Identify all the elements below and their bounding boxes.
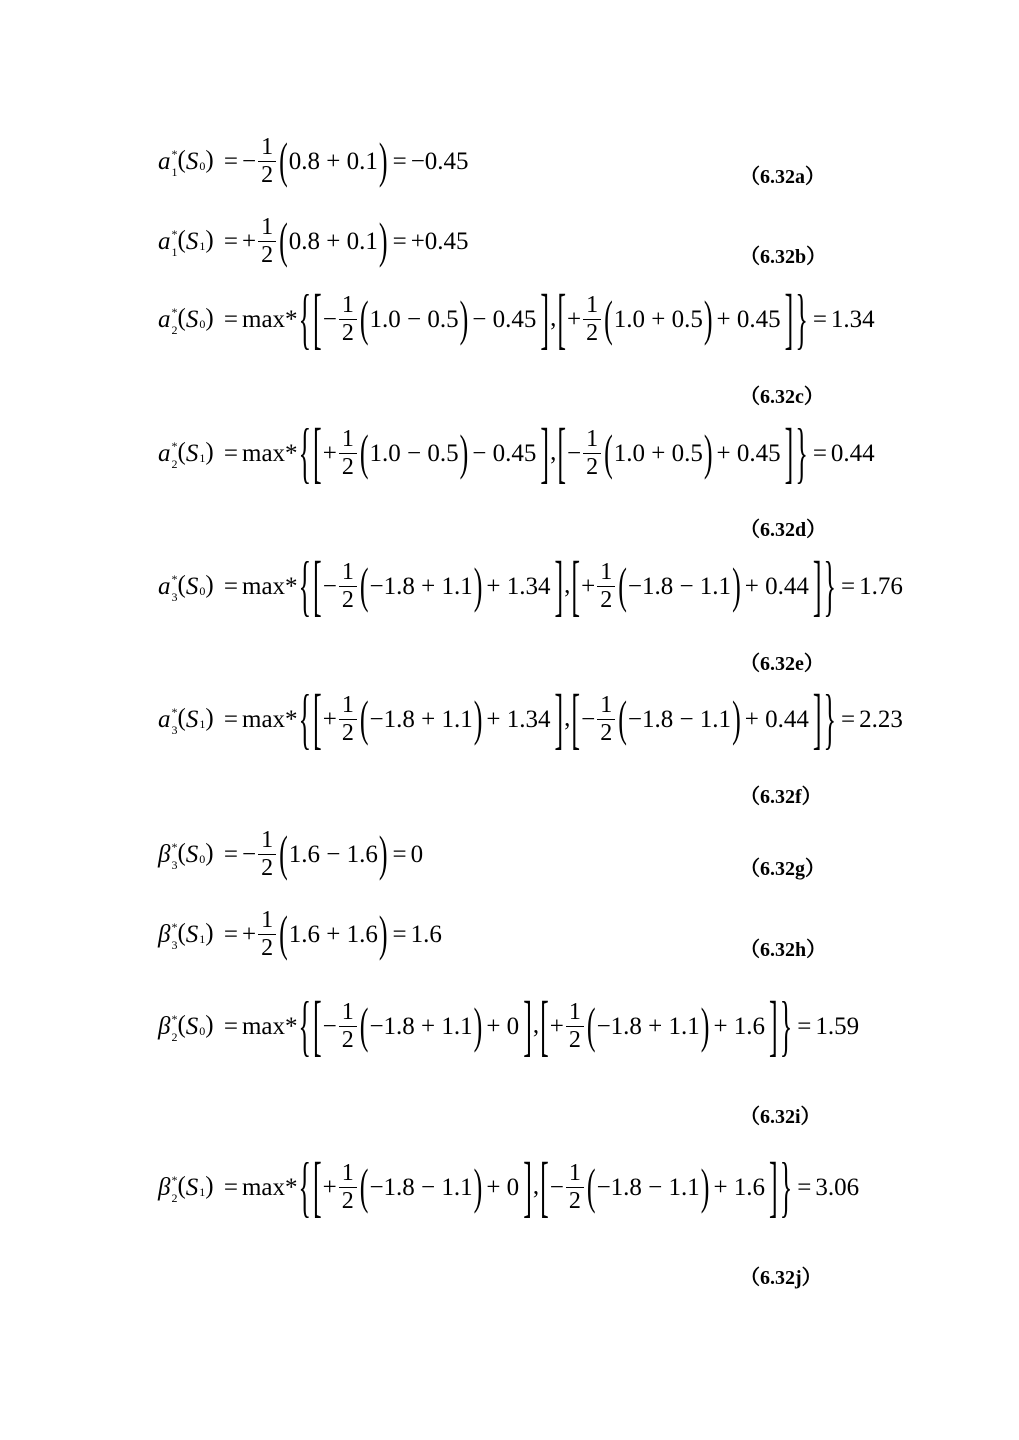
max-star-operator: max* xyxy=(241,1013,298,1041)
equation-label: （6.32a） xyxy=(740,166,825,188)
equation-6-32i: β * 2 (S 0 ) = max*{[− $\frac{1}{2}$ (−1.8 + 1.1) + 0 ],[+ $\frac{1}{2}$ (−1.8 + 1.1) + 1.6 ]} = 1.59 xyxy=(158,987,860,1064)
equation-label: （6.32d） xyxy=(740,519,827,541)
lhs-subscript: 1 xyxy=(171,164,178,179)
equation-label: （6.32b） xyxy=(740,246,827,268)
max-star-operator: max* xyxy=(242,440,298,468)
equation-6-32b: a * 1 (S 1 ) = + $\frac{1}{2}$ (0.8 + 0.1) = +0.45 xyxy=(158,213,469,269)
max-star-operator: max* xyxy=(242,306,298,334)
result-value: 0 xyxy=(410,841,424,869)
result-value: 2.23 xyxy=(859,706,903,734)
sign: + xyxy=(242,228,257,256)
lhs-subscript: 1 xyxy=(171,244,178,259)
max-star-operator: max* xyxy=(242,573,298,601)
max-star-operator: max* xyxy=(241,1174,298,1202)
equation-label: （6.32f） xyxy=(740,786,822,808)
equation-6-32f: a * 3 (S 1 ) = max*{[+ $\frac{1}{2}$ (−1.8 + 1.1) + 1.34 ],[− $\frac{1}{2}$ (−1.8 − 1.1) + 0.44 ]} = 2.23 xyxy=(158,680,903,757)
result-value: 0.44 xyxy=(830,440,875,468)
equation-6-32j: β * 2 (S 1 ) = max*{[+ $\frac{1}{2}$ (−1.8 − 1.1) + 0 ],[− $\frac{1}{2}$ (−1.8 − 1.1) + 1.6 ]} = 3.06 xyxy=(158,1148,860,1225)
lhs-symbol: a xyxy=(158,306,171,334)
fraction: $\frac{1}{2}$ xyxy=(258,135,276,188)
equation-label: （6.32i） xyxy=(740,1106,821,1128)
lhs-symbol: a xyxy=(158,148,171,176)
result-value: 3.06 xyxy=(815,1174,860,1202)
state-symbol: S xyxy=(185,148,199,176)
max-star-operator: max* xyxy=(242,706,298,734)
state-subscript: 0 xyxy=(199,158,206,173)
result-value: 1.34 xyxy=(830,306,875,334)
equation-6-32a: a * 1 (S 0 ) = − $\frac{1}{2}$ (0.8 + 0.1) = −0.45 xyxy=(158,133,469,189)
equation-6-32d: a * 2 (S 1 ) = max*{[+ $\frac{1}{2}$ (1.0 − 0.5) − 0.45 ],[− $\frac{1}{2}$ (1.0 + 0.5) + 0.45 ]} = 0.44 xyxy=(158,414,875,491)
state-symbol: S xyxy=(185,228,199,256)
result-value: −0.45 xyxy=(410,148,469,176)
state-subscript: 1 xyxy=(199,238,206,253)
equation-label: （6.32j） xyxy=(740,1267,822,1289)
lhs-superscript: * xyxy=(171,146,178,161)
equation-6-32e: a * 3 (S 0 ) = max*{[− $\frac{1}{2}$ (−1.8 + 1.1) + 1.34 ],[+ $\frac{1}{2}$ (−1.8 − 1.1) + 0.44 ]} = 1.76 xyxy=(158,547,903,624)
sign: − xyxy=(242,148,257,176)
lhs-symbol: a xyxy=(158,228,171,256)
fraction: $\frac{1}{2}$ xyxy=(258,215,276,268)
inner-expression: 0.8 + 0.1 xyxy=(288,228,378,256)
equation-label: （6.32g） xyxy=(740,858,825,880)
inner-expression: 0.8 + 0.1 xyxy=(288,148,378,176)
equation-6-32g: β * 3 (S 0 ) = − $\frac{1}{2}$ (1.6 − 1.6) = 0 xyxy=(158,826,424,882)
equation-6-32h: β * 3 (S 1 ) = + $\frac{1}{2}$ (1.6 + 1.6) = 1.6 xyxy=(158,906,442,962)
result-value: 1.6 xyxy=(410,921,442,949)
equation-label: （6.32e） xyxy=(740,653,824,675)
equation-label: （6.32h） xyxy=(740,939,827,961)
result-value: 1.59 xyxy=(815,1013,860,1041)
equation-6-32c: a * 2 (S 0 ) = max*{[− $\frac{1}{2}$ (1.0 − 0.5) − 0.45 ],[+ $\frac{1}{2}$ (1.0 + 0.5) + 0.45 ]} = 1.34 xyxy=(158,280,875,357)
equation-label: （6.32c） xyxy=(740,386,824,408)
result-value: +0.45 xyxy=(410,228,469,256)
result-value: 1.76 xyxy=(859,573,903,601)
lhs-superscript: * xyxy=(171,226,178,241)
